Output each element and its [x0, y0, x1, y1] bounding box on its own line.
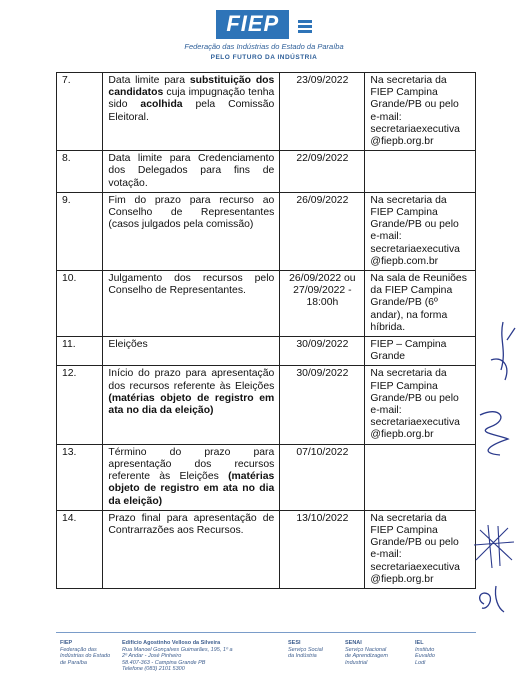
row-description — [103, 444, 280, 510]
footer-sesi — [288, 640, 323, 660]
handwritten-initial-1-icon — [485, 320, 521, 390]
row-description — [103, 151, 280, 193]
footer-line: Industrial — [345, 659, 368, 666]
handwritten-initial-2-icon — [470, 405, 520, 460]
footer-line: Edifício Agostinho Velloso da Silveira — [122, 640, 221, 646]
footer-line: FIEP — [60, 640, 73, 646]
footer-line: SESI — [288, 640, 301, 646]
description-fragment: Data limite para Credenciamento dos Delegados para fins de votação. — [108, 153, 275, 189]
table-row — [57, 366, 476, 444]
footer-line: Serviço Nacional — [345, 646, 387, 653]
description-fragment: cuja impugnação tenha sido — [108, 87, 275, 111]
footer-line: Serviço Social — [288, 646, 323, 653]
row-location: Na sala de Reuniões da FIEP Campina Grande/PB (6º andar), na forma híbrida. — [365, 271, 476, 337]
handwritten-initial-3-icon — [468, 520, 520, 572]
footer-line: de Paraíba — [60, 659, 87, 666]
row-date: 30/09/2022 — [280, 337, 365, 366]
row-location: Na secretaria da FIEP Campina Grande/PB ou pelo e-mail: secretariaexecutiva @fiepb.org.br — [365, 73, 476, 151]
row-date: 30/09/2022 — [280, 366, 365, 444]
description-fragment: acolhida — [140, 99, 183, 111]
row-number: 7. — [57, 73, 103, 151]
footer-line: Indústrias do Estado — [60, 653, 111, 659]
footer-line: Instituto — [415, 646, 435, 653]
table-row — [57, 337, 476, 366]
footer-line: Euvaldo — [415, 653, 435, 659]
row-date: 23/09/2022 — [280, 73, 365, 151]
description-fragment: Data limite para — [108, 75, 190, 86]
row-number: 12. — [57, 366, 103, 444]
row-description — [103, 337, 280, 366]
footer-line: IEL — [415, 640, 424, 646]
row-description — [103, 366, 280, 444]
row-date: 13/10/2022 — [280, 510, 365, 588]
table-row — [57, 73, 476, 151]
description-fragment: Fim do prazo para recurso ao Conselho de Representantes (casos julgados pela comissão) — [108, 194, 275, 231]
row-description — [103, 73, 280, 151]
fiep-logo: FIEP — [216, 10, 289, 39]
footer-building — [122, 640, 233, 673]
row-date: 07/10/2022 — [280, 444, 365, 510]
footer-line: Telefone (083) 2101 5300 — [122, 666, 185, 672]
description-fragment: Julgamento dos recursos pelo Conselho de Representantes. — [108, 273, 275, 297]
row-location — [365, 444, 476, 510]
row-description — [103, 510, 280, 588]
description-fragment: (matérias objeto de registro em ata no dia da eleição) — [108, 471, 275, 507]
footer-divider — [56, 632, 476, 633]
row-date: 22/09/2022 — [280, 151, 365, 193]
row-location: Na secretaria da FIEP Campina Grande/PB ou pelo e-mail: secretariaexecutiva @fiepb.org.br — [365, 510, 476, 588]
row-number: 8. — [57, 151, 103, 193]
row-number: 9. — [57, 192, 103, 270]
footer-fiep — [60, 640, 110, 666]
description-fragment: Prazo final para apresentação de Contrarrazões aos Recursos. — [108, 512, 275, 536]
row-location: Na secretaria da FIEP Campina Grande/PB ou pelo e-mail: secretariaexecutiva @fiepb.com.br — [365, 192, 476, 270]
description-fragment: Início do prazo para apresentação dos recursos referente às Eleições — [108, 368, 275, 392]
footer-line: Rua Manoel Gonçalves Guimarães, 195, 1º a — [122, 646, 233, 653]
row-number: 11. — [57, 337, 103, 366]
footer-iel — [415, 640, 435, 666]
row-location: FIEP – Campina Grande — [365, 337, 476, 366]
row-date: 26/09/2022 ou 27/09/2022 - 18:00h — [280, 271, 365, 337]
handwritten-initial-4-icon — [470, 580, 510, 620]
description-fragment: (matérias objeto de registro em ata no dia da eleição) — [108, 392, 275, 417]
election-schedule-table — [56, 72, 476, 589]
description-fragment: Eleições — [108, 339, 148, 351]
row-location — [365, 151, 476, 193]
table-row — [57, 151, 476, 193]
row-number: 14. — [57, 510, 103, 588]
row-location: Na secretaria da FIEP Campina Grande/PB ou pelo e-mail: secretariaexecutiva @fiepb.org.br — [365, 366, 476, 444]
logo-stripes-icon — [298, 18, 312, 35]
table-row — [57, 192, 476, 270]
table-row — [57, 444, 476, 510]
footer-line: da Indústria — [288, 653, 317, 659]
table-row — [57, 510, 476, 588]
footer-line: 58.407-363 - Campina Grande PB — [122, 659, 206, 666]
description-fragment: substituição dos candidatos — [108, 75, 275, 99]
letterhead — [0, 10, 528, 61]
row-description — [103, 271, 280, 337]
row-description — [103, 192, 280, 270]
footer-line: de Aprendizagem — [345, 653, 388, 659]
table-row — [57, 271, 476, 337]
footer-line: SENAI — [345, 640, 362, 646]
description-fragment: pela Comissão Eleitoral. — [108, 99, 275, 123]
row-number: 10. — [57, 271, 103, 337]
footer-line: Federação das — [60, 646, 97, 653]
footer-line: 2º Andar - José Pinheiro — [122, 653, 182, 659]
footer-senai — [345, 640, 388, 666]
motto: PELO FUTURO DA INDÚSTRIA — [210, 54, 318, 61]
description-fragment: Término do prazo para apresentação dos recursos referente às Eleições — [108, 446, 275, 483]
row-number: 13. — [57, 444, 103, 510]
federation-name: Federação das Indústrias do Estado da Paraíba — [184, 42, 344, 51]
footer-line: Lodi — [415, 659, 426, 666]
row-date: 26/09/2022 — [280, 192, 365, 270]
